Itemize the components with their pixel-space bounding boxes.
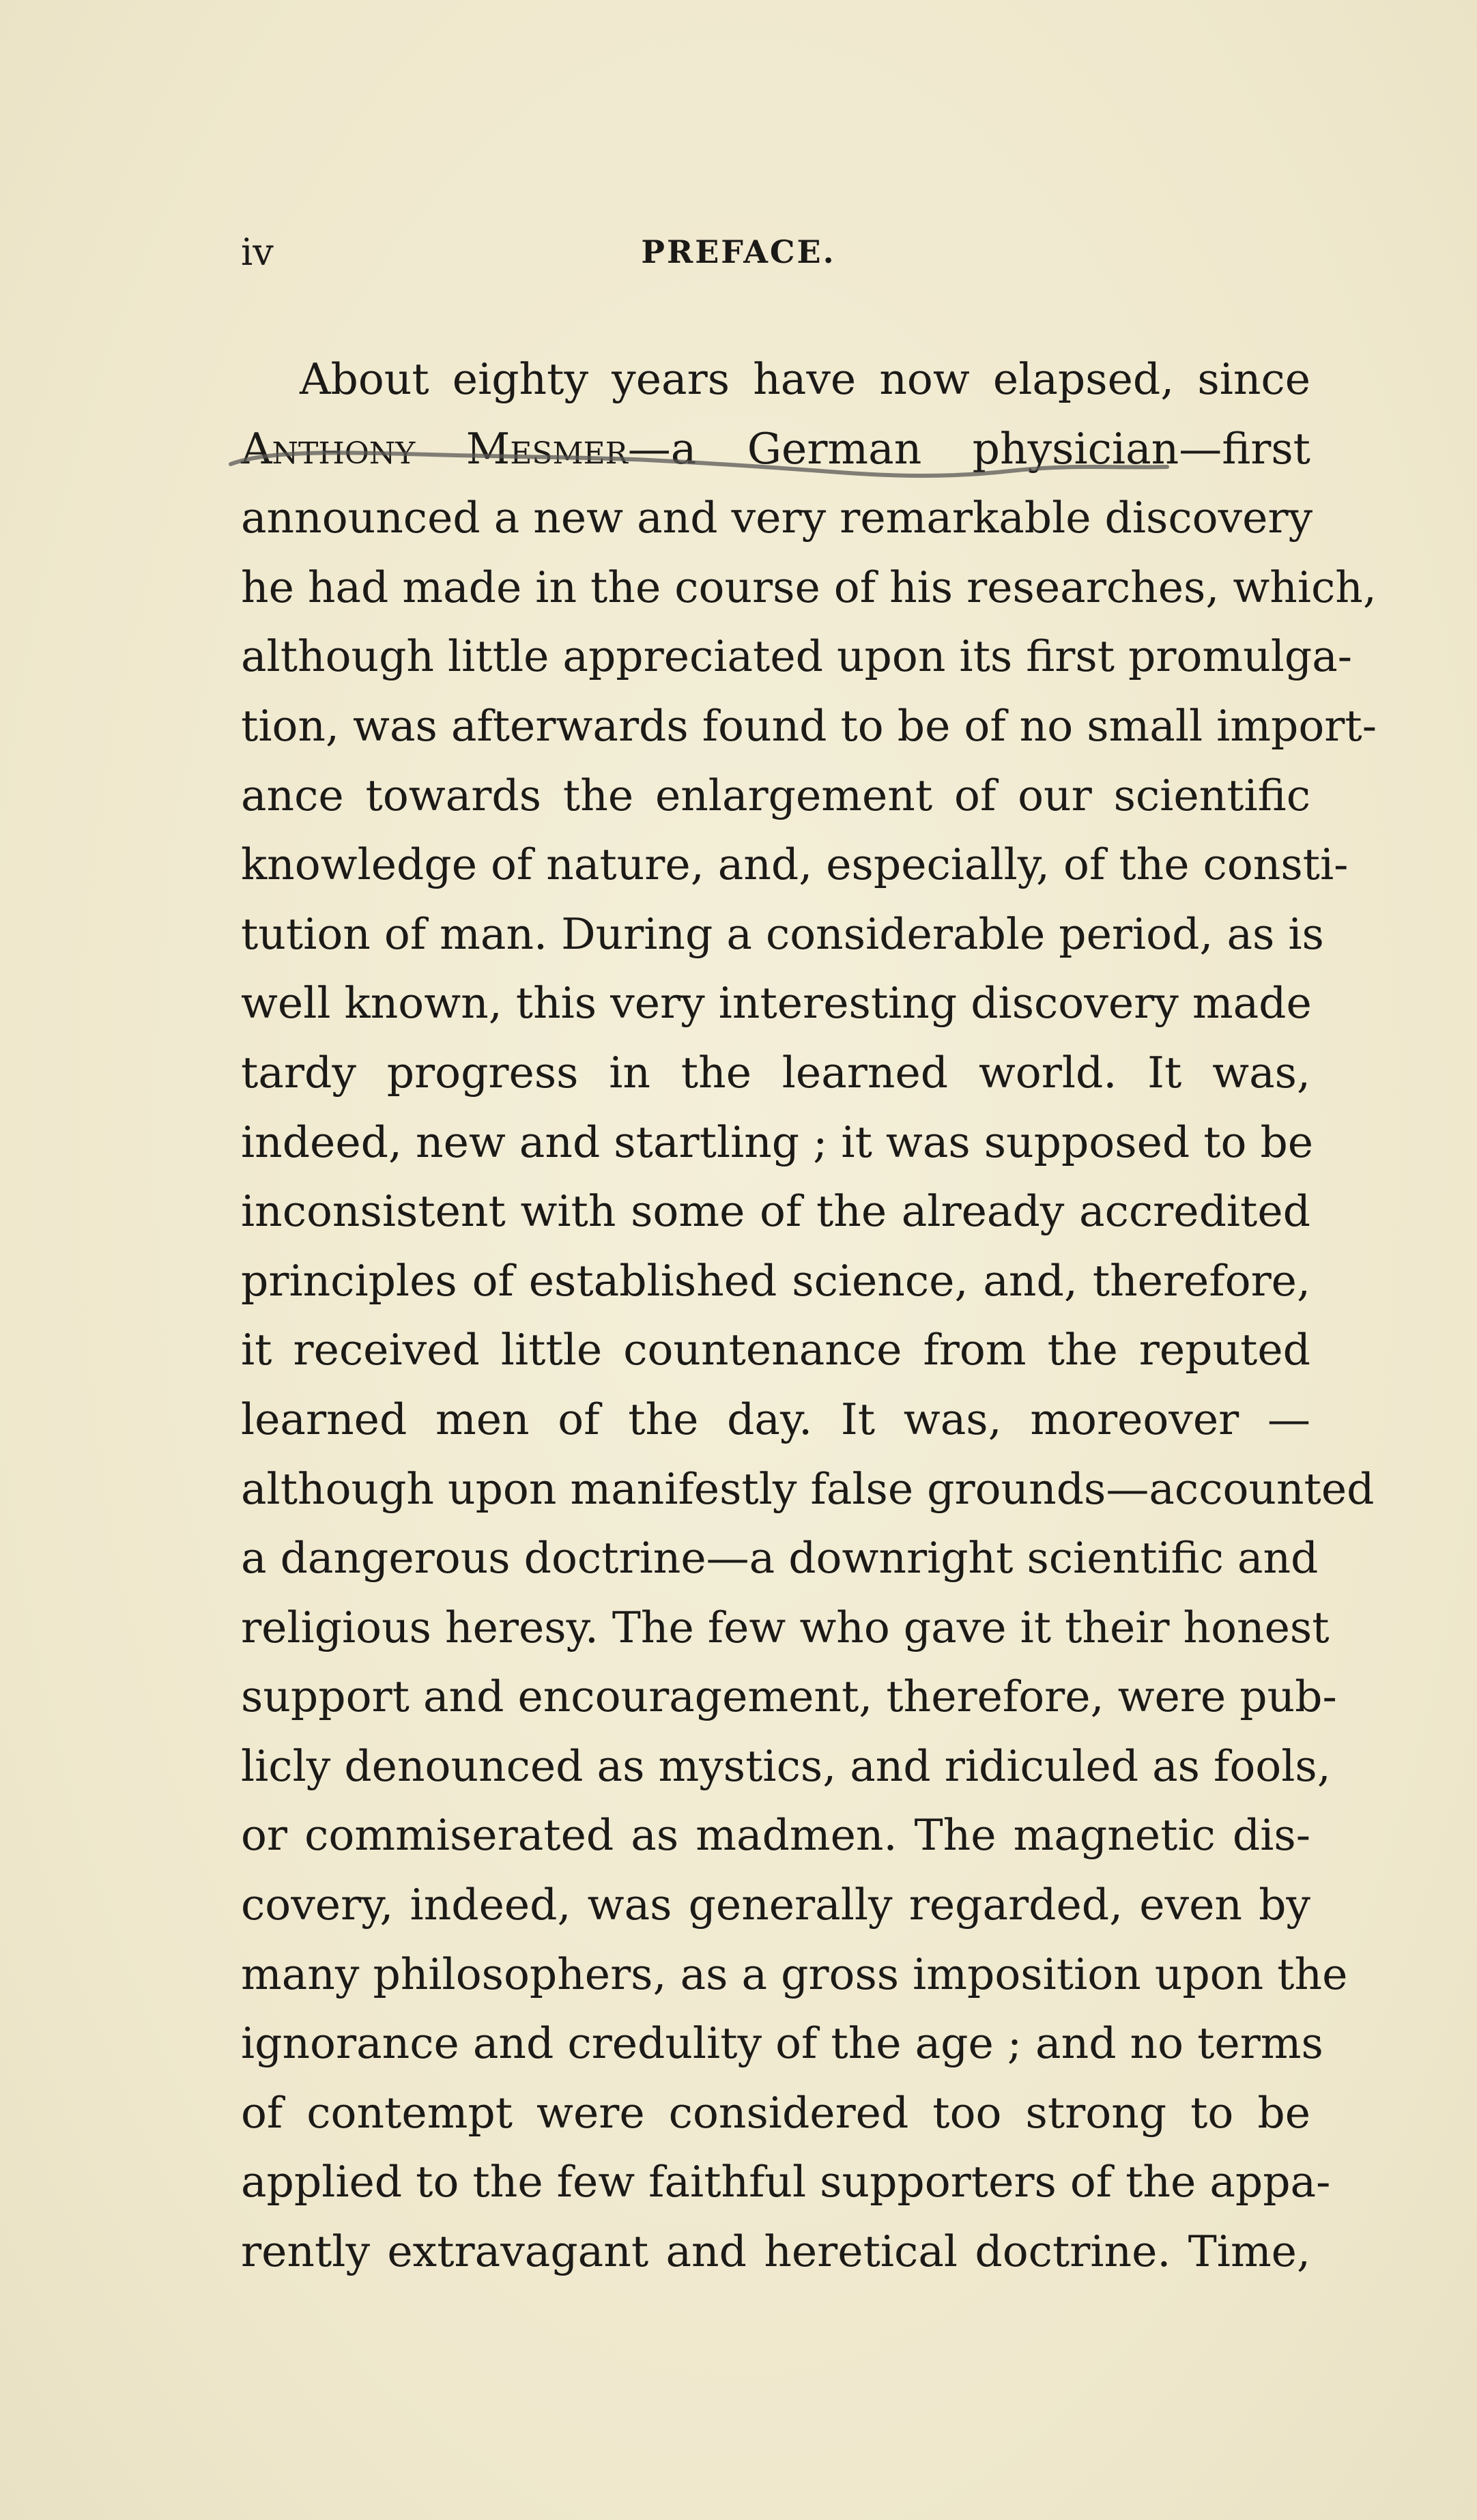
text-line: of contempt were considered too strong to be bbox=[241, 2087, 1310, 2138]
text-line: principles of established science, and, therefore, bbox=[241, 1255, 1310, 1306]
text-line: although little appreciated upon its first promulga- bbox=[241, 631, 1353, 682]
text-line: although upon manifestly false grounds—accounted bbox=[241, 1463, 1375, 1514]
text-line: applied to the few faithful supporters of the appa- bbox=[241, 2157, 1331, 2207]
text-line: covery, indeed, was generally regarded, even by bbox=[241, 1880, 1310, 1930]
text-line: it received little countenance from the reputed bbox=[241, 1325, 1310, 1375]
page-number: iv bbox=[241, 231, 274, 274]
pencil-underline-mark bbox=[225, 437, 1249, 491]
running-title: PREFACE. bbox=[641, 233, 836, 270]
text-line: tution of man. During a considerable period, as is bbox=[241, 908, 1324, 959]
text-line: many philosophers, as a gross imposition upon the bbox=[241, 1949, 1348, 1999]
text-line: he had made in the course of his researches, which, bbox=[241, 562, 1377, 612]
text-line: tion, was afterwards found to be of no small import- bbox=[241, 700, 1377, 751]
text-line: ance towards the enlargement of our scientific bbox=[241, 770, 1310, 820]
text-line: About eighty years have now elapsed, since bbox=[300, 354, 1310, 404]
name-mesmer: Anthony Mesmer bbox=[241, 423, 628, 474]
text-line: religious heresy. The few who gave it their honest bbox=[241, 1602, 1330, 1652]
text-line: a dangerous doctrine—a downright scientific and bbox=[241, 1533, 1319, 1584]
text-line: inconsistent with some of the already accredited bbox=[241, 1186, 1310, 1237]
text-line: tardy progress in the learned world. It was, bbox=[241, 1047, 1310, 1098]
text-line: well known, this very interesting discovery made bbox=[241, 978, 1312, 1029]
text-line: announced a new and very remarkable discovery bbox=[241, 493, 1313, 543]
text-line: or commiserated as madmen. The magnetic dis- bbox=[241, 1810, 1310, 1861]
preface-text bbox=[241, 345, 1377, 2287]
text-line: ignorance and credulity of the age ; and no terms bbox=[241, 2018, 1323, 2069]
text-line: support and encouragement, therefore, were pub- bbox=[241, 1672, 1337, 1722]
text-line: rently extravagant and heretical doctrine. Time, bbox=[241, 2227, 1310, 2277]
text-line: learned men of the day. It was, moreover — bbox=[241, 1394, 1310, 1444]
text-line: indeed, new and startling ; it was supposed to be bbox=[241, 1117, 1314, 1167]
text-line: knowledge of nature, and, especially, of the consti- bbox=[241, 840, 1349, 890]
text-line-rest: —a German physician—first bbox=[627, 423, 1310, 474]
text-line: licly denounced as mystics, and ridiculed as fools, bbox=[241, 1741, 1331, 1791]
